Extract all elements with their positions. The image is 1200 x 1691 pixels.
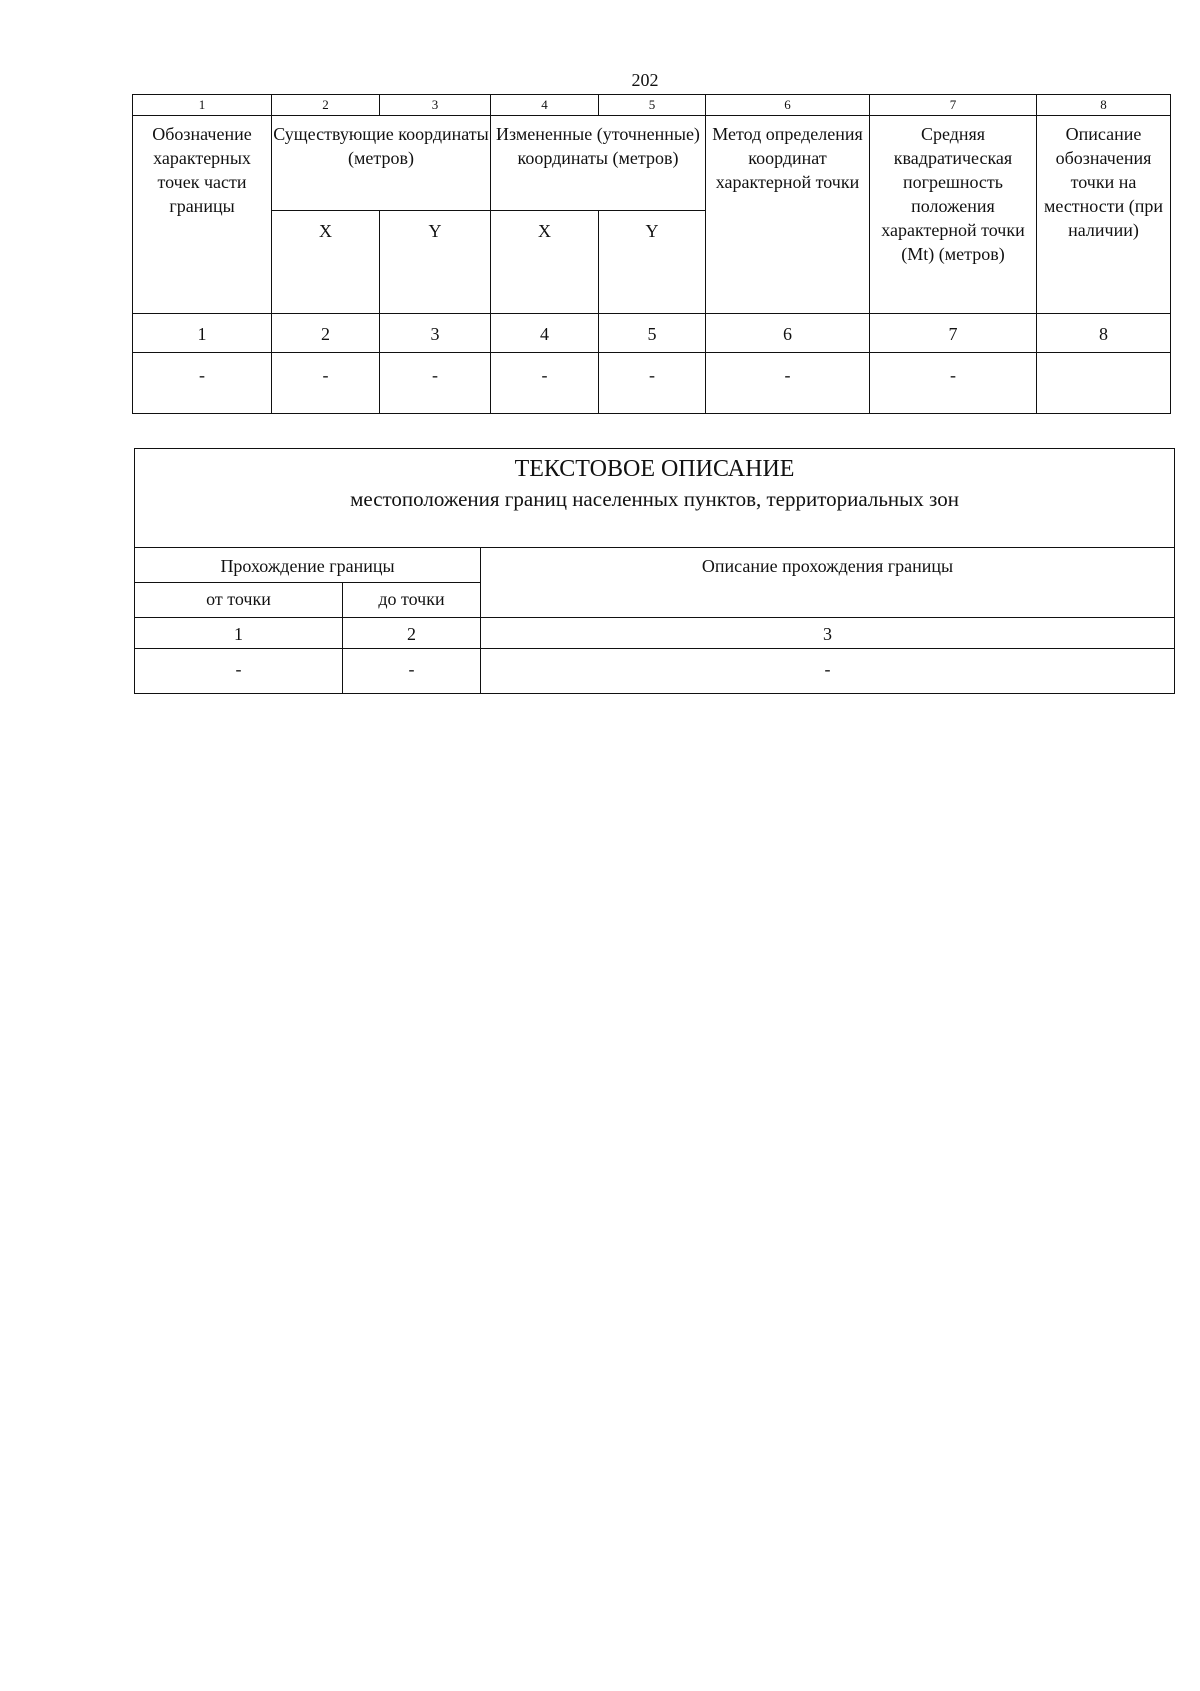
table-cell <box>1037 353 1171 414</box>
table-cell: 3 <box>380 314 491 353</box>
text-description-table <box>134 448 1175 694</box>
header-existing-x: X <box>272 211 380 314</box>
header-passage-description: Описание прохождения границы <box>481 548 1175 618</box>
header-to-point: до точки <box>343 583 481 618</box>
header-from-point: от точки <box>135 583 343 618</box>
column-number: 5 <box>599 95 706 116</box>
table-cell: 1 <box>135 618 343 649</box>
table-cell: 2 <box>272 314 380 353</box>
table-cell: - <box>706 353 870 414</box>
header-row <box>133 116 1171 211</box>
column-number: 1 <box>133 95 272 116</box>
column-number: 8 <box>1037 95 1171 116</box>
header-point-description: Описание обозначения точки на местности (при наличии) <box>1037 116 1171 314</box>
table-cell: - <box>272 353 380 414</box>
table-row <box>133 353 1171 414</box>
page-number: 202 <box>631 70 659 90</box>
header-changed-x: X <box>491 211 599 314</box>
title-cell <box>135 449 1175 548</box>
table-cell: - <box>343 649 481 694</box>
table-cell: - <box>599 353 706 414</box>
header-method: Метод определения координат характерной точки <box>706 116 870 314</box>
table-cell: - <box>135 649 343 694</box>
column-number: 4 <box>491 95 599 116</box>
index-row <box>133 314 1171 353</box>
table-cell: 8 <box>1037 314 1171 353</box>
table-cell: 7 <box>870 314 1037 353</box>
column-number: 6 <box>706 95 870 116</box>
table-cell: - <box>491 353 599 414</box>
header-existing-coordinates: Существующие координаты (метров) <box>272 116 491 211</box>
table-cell: 4 <box>491 314 599 353</box>
header-existing-y: Y <box>380 211 491 314</box>
table-cell: - <box>481 649 1175 694</box>
table-row <box>135 649 1175 694</box>
column-number: 2 <box>272 95 380 116</box>
column-numbering-row <box>133 95 1171 116</box>
coordinates-table <box>132 94 1171 414</box>
column-number: 7 <box>870 95 1037 116</box>
table-cell: - <box>133 353 272 414</box>
table-cell: - <box>380 353 491 414</box>
table-cell: 3 <box>481 618 1175 649</box>
header-changed-coordinates: Измененные (уточненные) координаты (метров) <box>491 116 706 211</box>
table-cell: 6 <box>706 314 870 353</box>
section-title: ТЕКСТОВОЕ ОПИСАНИЕ <box>514 456 795 482</box>
header-boundary-passage: Прохождение границы <box>135 548 481 583</box>
table-cell: 1 <box>133 314 272 353</box>
table-cell: 2 <box>343 618 481 649</box>
header-row <box>135 548 1175 583</box>
header-point-designation: Обозначение характерных точек части границы <box>133 116 272 314</box>
section-subtitle: местоположения границ населенных пунктов, территориальных зон <box>350 487 959 511</box>
table-cell: - <box>870 353 1037 414</box>
index-row <box>135 618 1175 649</box>
title-row <box>135 449 1175 548</box>
header-changed-y: Y <box>599 211 706 314</box>
table-cell: 5 <box>599 314 706 353</box>
header-mean-error: Средняя квадратическая погрешность положения характерной точки (Mt) (метров) <box>870 116 1037 314</box>
column-number: 3 <box>380 95 491 116</box>
